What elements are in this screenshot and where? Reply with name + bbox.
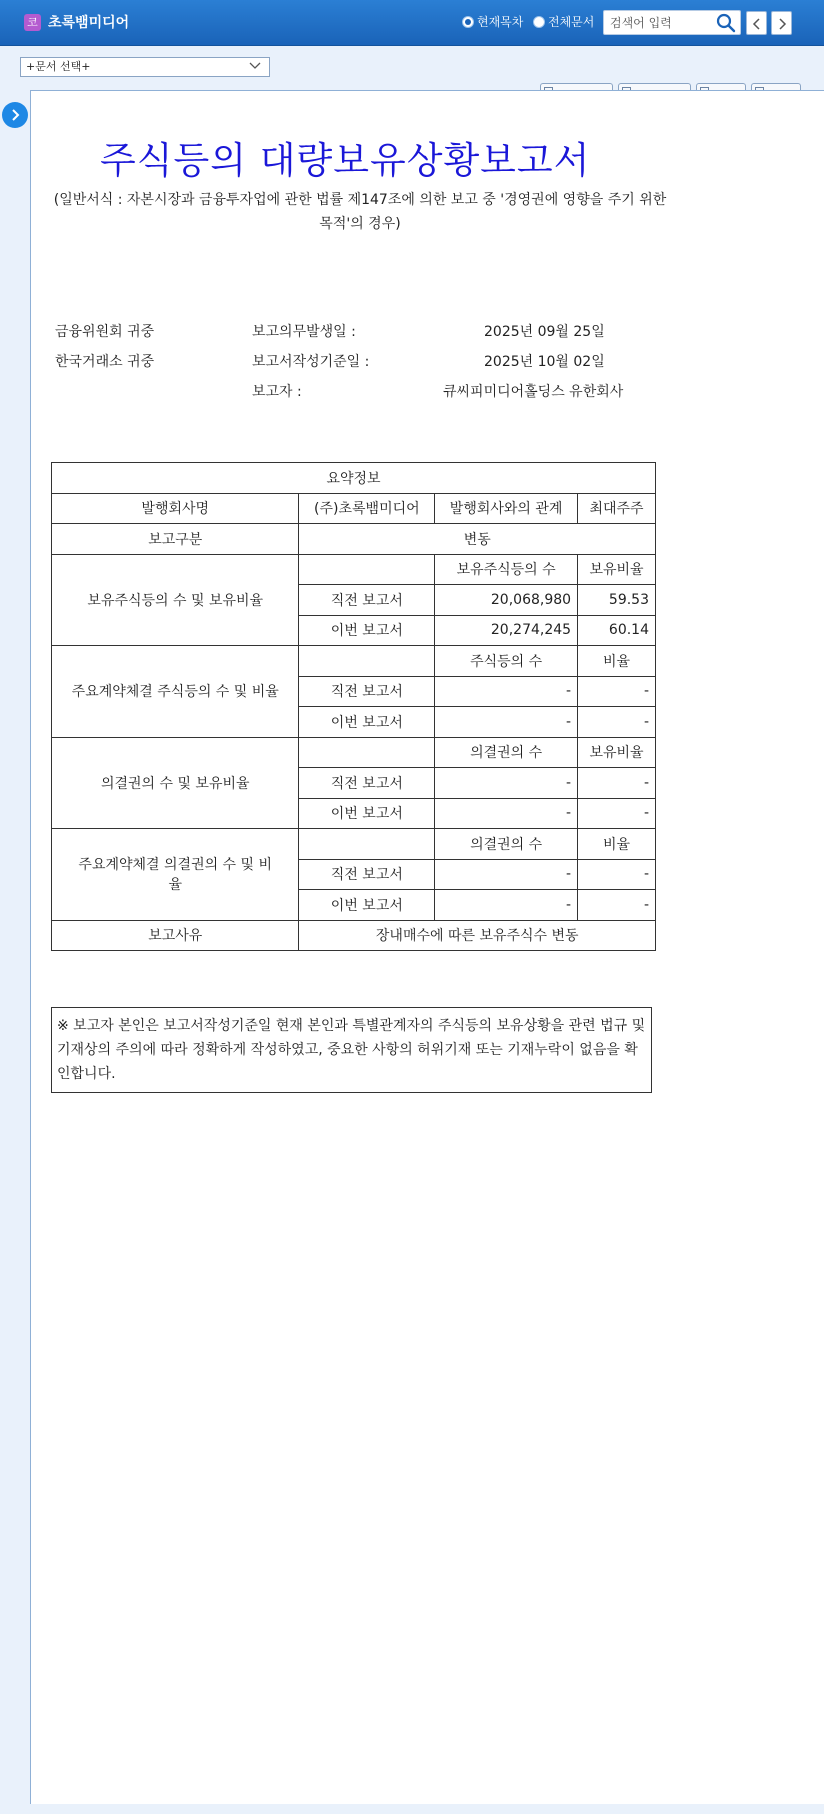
- search-icon[interactable]: [716, 13, 736, 33]
- section-label: 주요계약체결 의결권의 수 및 비율: [52, 829, 299, 921]
- chevron-left-icon: [752, 18, 762, 30]
- search-input[interactable]: [610, 14, 710, 32]
- table-cell: -: [435, 859, 578, 890]
- sidebar-toggle-button[interactable]: [2, 102, 28, 128]
- table-cell: -: [435, 676, 578, 707]
- table-cell: -: [578, 707, 656, 738]
- summary-table: [51, 462, 656, 951]
- table-cell: -: [435, 707, 578, 738]
- radio-whole-document-label: 전체문서: [548, 15, 595, 29]
- reason-label: 보고사유: [52, 920, 299, 951]
- table-cell: 20,068,980: [435, 585, 578, 616]
- section-label: 주요계약체결 주식등의 수 및 비율: [52, 646, 299, 738]
- row-label: 이번 보고서: [299, 707, 435, 738]
- empty-cell: [299, 829, 435, 860]
- row-label: 직전 보고서: [299, 768, 435, 799]
- addressee-krx: 한국거래소 귀중: [55, 354, 155, 370]
- base-date-label: 보고서작성기준일 :: [252, 354, 370, 370]
- radio-checked-icon[interactable]: [462, 16, 474, 28]
- row-label: 직전 보고서: [299, 859, 435, 890]
- table-cell: -: [578, 798, 656, 829]
- table-cell: -: [578, 859, 656, 890]
- row-label: 이번 보고서: [299, 798, 435, 829]
- chevron-down-icon: [249, 62, 261, 70]
- issuer-name: (주)초록뱀미디어: [299, 493, 435, 524]
- relation-value: 최대주주: [578, 493, 656, 524]
- table-cell: 59.53: [578, 585, 656, 616]
- search-box: [603, 10, 741, 35]
- table-cell: -: [578, 676, 656, 707]
- row-label: 이번 보고서: [299, 615, 435, 646]
- reporter-name: 큐씨피미디어홀딩스 유한회사: [443, 384, 624, 400]
- next-result-button[interactable]: [771, 11, 792, 35]
- column-header: 주식등의 수: [435, 646, 578, 677]
- issuer-label: 발행회사명: [52, 493, 299, 524]
- company-logo-icon: 코: [24, 14, 41, 31]
- chevron-right-icon: [10, 109, 20, 121]
- radio-current-toc[interactable]: [462, 13, 523, 30]
- column-header: 보유주식등의 수: [435, 554, 578, 585]
- top-bar: [0, 0, 824, 46]
- table-cell: 60.14: [578, 615, 656, 646]
- table-cell: 20,274,245: [435, 615, 578, 646]
- obligation-date: 2025년 09월 25일: [484, 324, 605, 340]
- row-label: 이번 보고서: [299, 890, 435, 921]
- column-header: 비율: [578, 646, 656, 677]
- table-cell: -: [578, 768, 656, 799]
- document-select-value: +문서 선택+: [26, 60, 91, 73]
- column-header: 비율: [578, 829, 656, 860]
- column-header: 의결권의 수: [435, 737, 578, 768]
- table-cell: -: [435, 768, 578, 799]
- row-label: 직전 보고서: [299, 585, 435, 616]
- section-label: 보유주식등의 수 및 보유비율: [52, 554, 299, 646]
- report-type-label: 보고구분: [52, 524, 299, 555]
- table-cell: -: [578, 890, 656, 921]
- radio-unchecked-icon[interactable]: [533, 16, 545, 28]
- empty-cell: [299, 554, 435, 585]
- relation-label: 발행회사와의 관계: [435, 493, 578, 524]
- column-header: 의결권의 수: [435, 829, 578, 860]
- table-cell: -: [435, 798, 578, 829]
- prev-result-button[interactable]: [746, 11, 767, 35]
- empty-cell: [299, 737, 435, 768]
- table-cell: -: [435, 890, 578, 921]
- obligation-date-label: 보고의무발생일 :: [252, 324, 356, 340]
- row-label: 직전 보고서: [299, 676, 435, 707]
- document-select[interactable]: [20, 57, 270, 77]
- base-date: 2025년 10월 02일: [484, 354, 605, 370]
- empty-cell: [299, 646, 435, 677]
- company-name: 초록뱀미디어: [48, 15, 130, 31]
- addressee-fsc: 금융위원회 귀중: [55, 324, 155, 340]
- reporter-label: 보고자 :: [252, 384, 302, 400]
- confirmation-note: ※ 보고자 본인은 보고서작성기준일 현재 본인과 특별관계자의 주식등의 보유상황을 관련 법규 및 기재상의 주의에 따라 정확하게 작성하였고, 중요한 사항의 허위기재 또는 기재누락이 없음을 확인합니다.: [51, 1007, 652, 1093]
- section-label: 의결권의 수 및 보유비율: [52, 737, 299, 829]
- radio-current-toc-label: 현재목차: [477, 15, 524, 29]
- radio-whole-document[interactable]: [533, 13, 594, 30]
- chevron-right-icon: [777, 18, 787, 30]
- document-subtitle: (일반서식 : 자본시장과 금융투자업에 관한 법률 제147조에 의한 보고 중 '경영권에 영향을 주기 위한 목적'의 경우): [53, 192, 667, 232]
- column-header: 보유비율: [578, 737, 656, 768]
- reason-value: 장내매수에 따른 보유주식수 변동: [299, 920, 656, 951]
- column-header: 보유비율: [578, 554, 656, 585]
- report-type-value: 변동: [299, 524, 656, 555]
- summary-title: 요약정보: [52, 463, 656, 494]
- document-title: 주식등의 대량보유상황보고서: [100, 139, 591, 182]
